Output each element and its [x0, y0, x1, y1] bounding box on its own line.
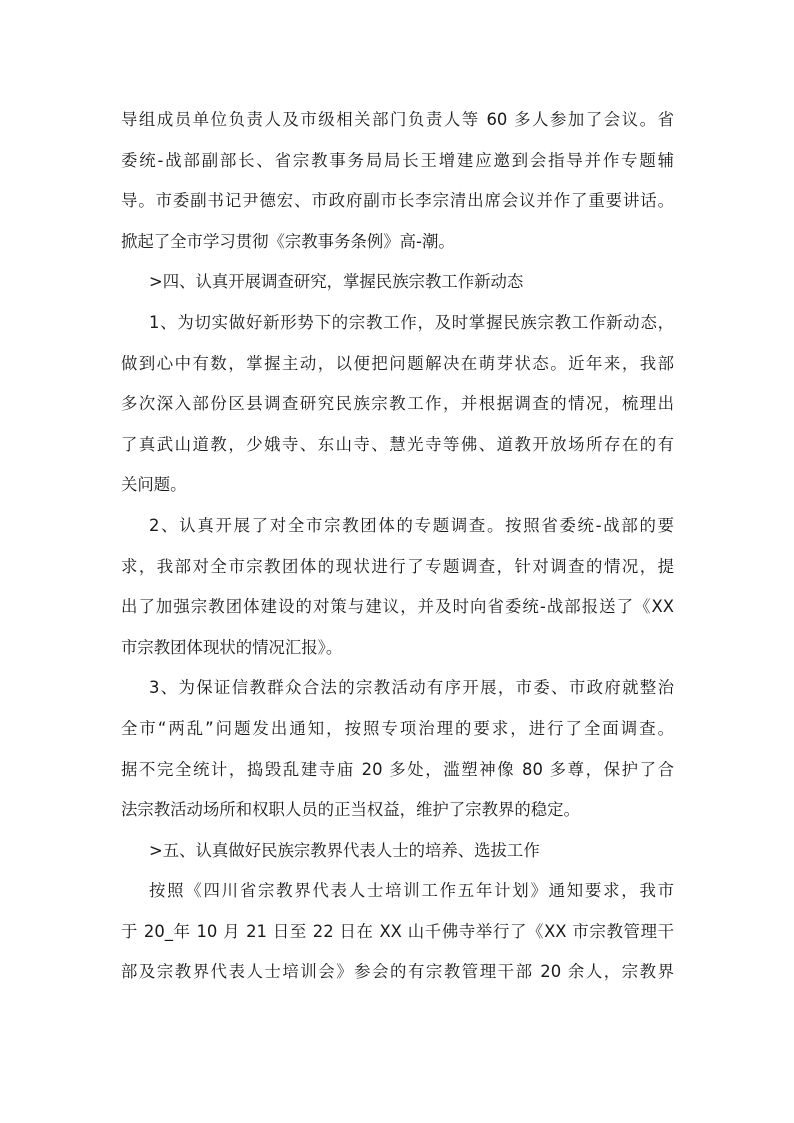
- text-line: 3、为保证信教群众合法的宗教活动有序开展，市委、市政府就整治: [149, 678, 674, 698]
- text-line: 法宗教活动场所和权职人员的正当权益，维护了宗教界的稳定。: [121, 800, 580, 820]
- text-line: 按照《四川省宗教界代表人士培训工作五年计划》通知要求，我市: [149, 881, 674, 901]
- text-line: 部及宗教界代表人士培训会》参会的有宗教管理干部 20 余人，宗教界: [121, 962, 674, 982]
- text-line: 全市“两乱”问题发出通知，按照专项治理的要求，进行了全面调查。: [121, 718, 674, 738]
- text-line: 于 20_年 10 月 21 日至 22 日在 XX 山千佛寺举行了《XX 市宗教管理干: [121, 921, 674, 941]
- document-body: [121, 100, 674, 993]
- section-heading: >四、认真开展调查研究，掌握民族宗教工作新动态: [149, 272, 524, 292]
- text-line: 1、为切实做好新形势下的宗教工作，及时掌握民族宗教工作新动态，: [149, 312, 674, 332]
- text-line: 求，我部对全市宗教团体的现状进行了专题调查，针对调查的情况，提: [121, 556, 674, 576]
- text-line: 委统-战部副部长、省宗教事务局局长王增建应邀到会指导并作专题辅: [121, 150, 674, 170]
- text-line: 多次深入部份区县调查研究民族宗教工作，并根据调查的情况，梳理出: [121, 394, 674, 414]
- text-line: 2、认真开展了对全市宗教团体的专题调查。按照省委统-战部的要: [149, 515, 674, 535]
- text-line: 做到心中有数，掌握主动，以便把问题解决在萌芽状态。近年来，我部: [121, 353, 674, 373]
- text-line: 市宗教团体现状的情况汇报》。: [121, 637, 343, 657]
- section-heading: >五、认真做好民族宗教界代表人士的培养、选拔工作: [149, 840, 540, 860]
- text-line: 导。市委副书记尹德宏、市政府副市长李宗清出席会议并作了重要讲话。: [121, 191, 674, 211]
- text-line: 掀起了全市学习贯彻《宗教事务条例》高-潮。: [121, 231, 455, 251]
- text-line: 了真武山道教，少娥寺、东山寺、慧光寺等佛、道教开放场所存在的有: [121, 434, 674, 454]
- text-line: 关问题。: [121, 475, 187, 495]
- text-line: 出了加强宗教团体建设的对策与建议，并及时向省委统-战部报送了《XX: [121, 597, 674, 617]
- text-line: 据不完全统计，捣毁乱建寺庙 20 多处，滥塑神像 80 多尊，保护了合: [121, 759, 674, 779]
- text-line: 导组成员单位负责人及市级相关部门负责人等 60 多人参加了会议。省: [121, 110, 674, 129]
